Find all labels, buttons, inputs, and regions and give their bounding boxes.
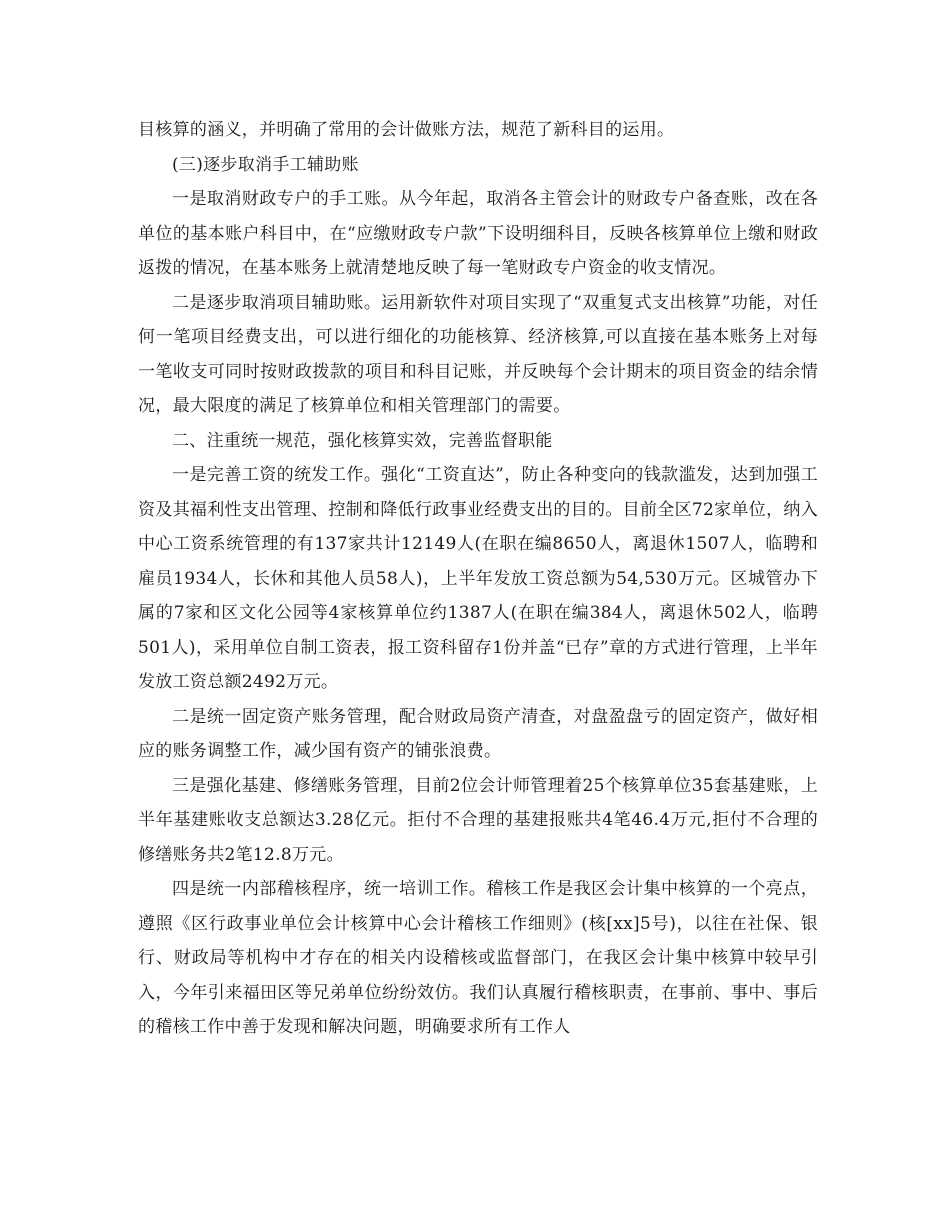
subheading-cancel-manual-ledgers: (三)逐步取消手工辅助账 (172, 154, 359, 175)
paragraph-project-auxiliary-ledger: 二是逐步取消项目辅助账。运用新软件对项目实现了“双重复式支出核算”功能，对任何一笔项目经费支出，可以进行细化的功能核算、经济核算,可以直接在基本账务上对每一笔收支可同时按财政拨款的项目和科目记账，并反映每个会计期末的项目资金的结余情况，最大限度的满足了核算单位和相关管理部门的需要。 (138, 292, 818, 416)
section-heading-supervision: 二、注重统一规范，强化核算实效，完善监督职能 (172, 430, 553, 451)
paragraph-internal-audit: 四是统一内部稽核程序，统一培训工作。稽核工作是我区会计集中核算的一个亮点，遵照《区行政事业单位会计核算中心会计稽核工作细则》(核[xx]5号)，以往在社保、银行、财政局等机构中才存在的相关内设稽核或监督部门，在我区会计集中核算中较早引入，今年引来福田区等兄弟单位纷纷效仿。我们认真履行稽核职责，在事前、事中、事后的稽核工作中善于发现和解决问题，明确要求所有工作人 (138, 879, 818, 1037)
document-body (138, 113, 818, 1045)
paragraph-capital-construction: 三是强化基建、修缮账务管理，目前2位会计师管理着25个核算单位35套基建账，上半年基建账收支总额达3.28亿元。拒付不合理的基建报账共4笔46.4万元,拒付不合理的修缮账务共2笔12.8万元。 (138, 775, 818, 865)
paragraph-unified-payroll: 一是完善工资的统发工作。强化“工资直达”，防止各种变向的钱款滥发，达到加强工资及其福利性支出管理、控制和降低行政事业经费支出的目的。目前全区72家单位，纳入中心工资系统管理的有137家共计12149人(在职在编8650人，离退休1507人，临聘和雇员1934人，长休和其他人员58人)，上半年发放工资总额为54,530万元。区城管办下属的7家和区文化公园等4家核算单位约1387人(在职在编384人，离退休502人，临聘501人)，采用单位自制工资表，报工资科留存1份并盖“已存”章的方式进行管理，上半年发放工资总额2492万元。 (138, 465, 818, 692)
paragraph-fixed-assets: 二是统一固定资产账务管理，配合财政局资产清查，对盘盈盘亏的固定资产，做好相应的账务调整工作，减少国有资产的铺张浪费。 (138, 706, 818, 761)
paragraph-continuation: 目核算的涵义，并明确了常用的会计做账方法，规范了新科目的运用。 (138, 120, 675, 140)
paragraph-fiscal-special-account: 一是取消财政专户的手工账。从今年起，取消各主管会计的财政专户备查账，改在各单位的基本账户科目中，在“应缴财政专户款”下设明细科目，反映各核算单位上缴和财政返拨的情况，在基本账务上就清楚地反映了每一笔财政专户资金的收支情况。 (138, 189, 818, 278)
